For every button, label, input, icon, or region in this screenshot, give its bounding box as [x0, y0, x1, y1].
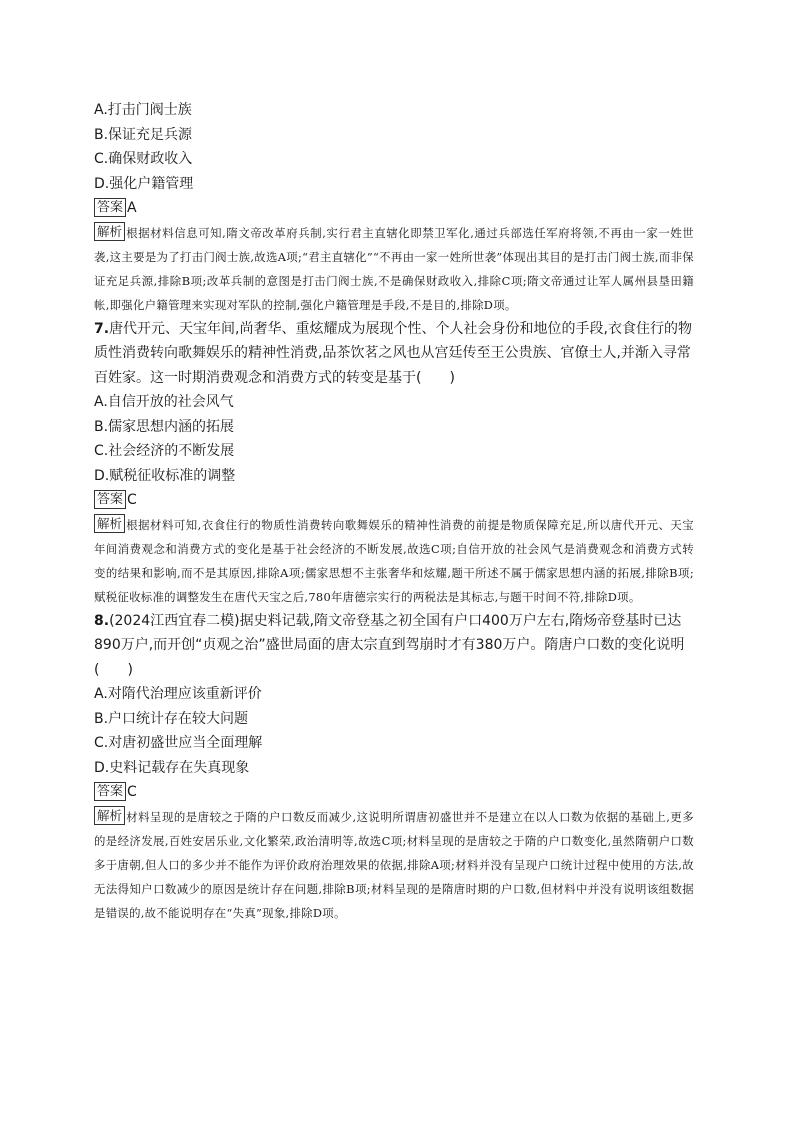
q7-stem-text: 唐代开元、天宝年间,尚奢华、重炫耀成为展现个性、个人社会身份和地位的手段,衣食住行的物质性消费转向歌舞娱乐的精神性消费,品茶饮茗之风也从宫廷传至王公贵族、官僚士人,并渐入寻常百姓家。这一时期消费观念和消费方式的转变是基于( ) — [94, 320, 692, 386]
analysis-tag: 解析 — [94, 806, 125, 825]
q8-analysis-text: 材料呈现的是唐较之于隋的户口数反而减少,这说明所谓唐初盛世并不是建立在以人口数为依据的基础上,更多的是经济发展,百姓安居乐业,文化繁荣,政治清明等,故选C项;材料呈现的是唐较之于隋的户口数变化,虽然隋朝户口数多于唐朝,但人口的多少并不能作为评价政府治理效果的依据,排除A项;材料并没有呈现户口统计过程中使用的方法,故无法得知户口数减少的原因是统计存在问题,排除B项;材料呈现的是隋唐时期的户口数,但材料中并没有说明该组数据是错误的,故不能说明存在“失真”现象,排除D项。 — [94, 809, 694, 920]
q7-answer — [94, 488, 694, 513]
analysis-tag: 解析 — [94, 222, 125, 241]
question-7 — [94, 317, 694, 609]
q8-option-d: D.史料记载存在失真现象 — [94, 759, 250, 776]
q6-analysis — [94, 221, 694, 317]
q8-answer-value: C — [127, 784, 137, 800]
q7-option-b: B.儒家思想内涵的拓展 — [94, 418, 235, 435]
question-6 — [94, 98, 694, 317]
q8-stem-text: (2024江西宜春二模)据史料记载,隋文帝登基之初全国有户口400万户左右,隋炀帝登基时已达890万户,而开创“贞观之治”盛世局面的唐太宗直到驾崩时才有380万户。隋唐户口数的变化说明( ) — [94, 612, 685, 678]
q8-answer — [94, 780, 694, 805]
q6-option-c: C.确保财政收入 — [94, 151, 193, 167]
q7-analysis — [94, 513, 694, 609]
q8-option-a: A.对隋代治理应该重新评价 — [94, 686, 262, 702]
q8-analysis — [94, 805, 694, 925]
q6-option-b: B.保证充足兵源 — [94, 126, 193, 143]
q7-analysis-text: 根据材料可知,衣食住行的物质性消费转向歌舞娱乐的精神性消费的前提是物质保障充足,所以唐代开元、天宝年间消费观念和消费方式的变化是基于社会经济的不断发展,故选C项;自信开放的社会风气是消费观念和消费方式转变的结果和影响,而不是其原因,排除A项;儒家思想不主张奢华和炫耀,题干所述不属于儒家思想内涵的拓展,排除B项;赋税征收标准的调整发生在唐代天宝之后,780年唐德宗实行的两税法是其标志,与题干时间不符,排除D项。 — [94, 517, 694, 604]
q8-stem — [94, 609, 694, 683]
analysis-tag: 解析 — [94, 514, 125, 533]
q7-number: 7. — [94, 320, 110, 337]
q6-option-a: A.打击门阀士族 — [94, 102, 192, 118]
q8-option-c: C.对唐初盛世应当全面理解 — [94, 735, 263, 751]
q7-stem — [94, 317, 694, 391]
q6-analysis-text: 根据材料信息可知,隋文帝改革府兵制,实行君主直辖化即禁卫军化,通过兵部选任军府将领,不再由一家一姓世袭,这主要是为了打击门阀士族,故选A项;“君主直辖化”“不再由一家一姓所世袭”体现出其目的是打击门阀士族,而非保证充足兵源,排除B项;改革兵制的意图是打击门阀士族,不是确保财政收入,排除C项;隋文帝通过让军人属州县垦田籍帐,即强化户籍管理来实现对军队的控制,强化户籍管理是手段,不是目的,排除D项。 — [94, 225, 694, 312]
q8-option-b: B.户口统计存在较大问题 — [94, 710, 249, 727]
q6-option-d: D.强化户籍管理 — [94, 175, 194, 192]
q7-option-d: D.赋税征收标准的调整 — [94, 467, 236, 484]
q6-answer-value: A — [127, 200, 137, 216]
answer-tag: 答案 — [94, 782, 126, 801]
q7-option-c: C.社会经济的不断发展 — [94, 443, 235, 459]
answer-tag: 答案 — [94, 490, 126, 509]
q7-option-a: A.自信开放的社会风气 — [94, 394, 234, 410]
question-8 — [94, 609, 694, 925]
answer-tag: 答案 — [94, 198, 126, 217]
q7-answer-value: C — [127, 492, 137, 508]
q8-number: 8. — [94, 612, 110, 629]
document-page — [94, 98, 694, 925]
q6-answer — [94, 196, 694, 221]
